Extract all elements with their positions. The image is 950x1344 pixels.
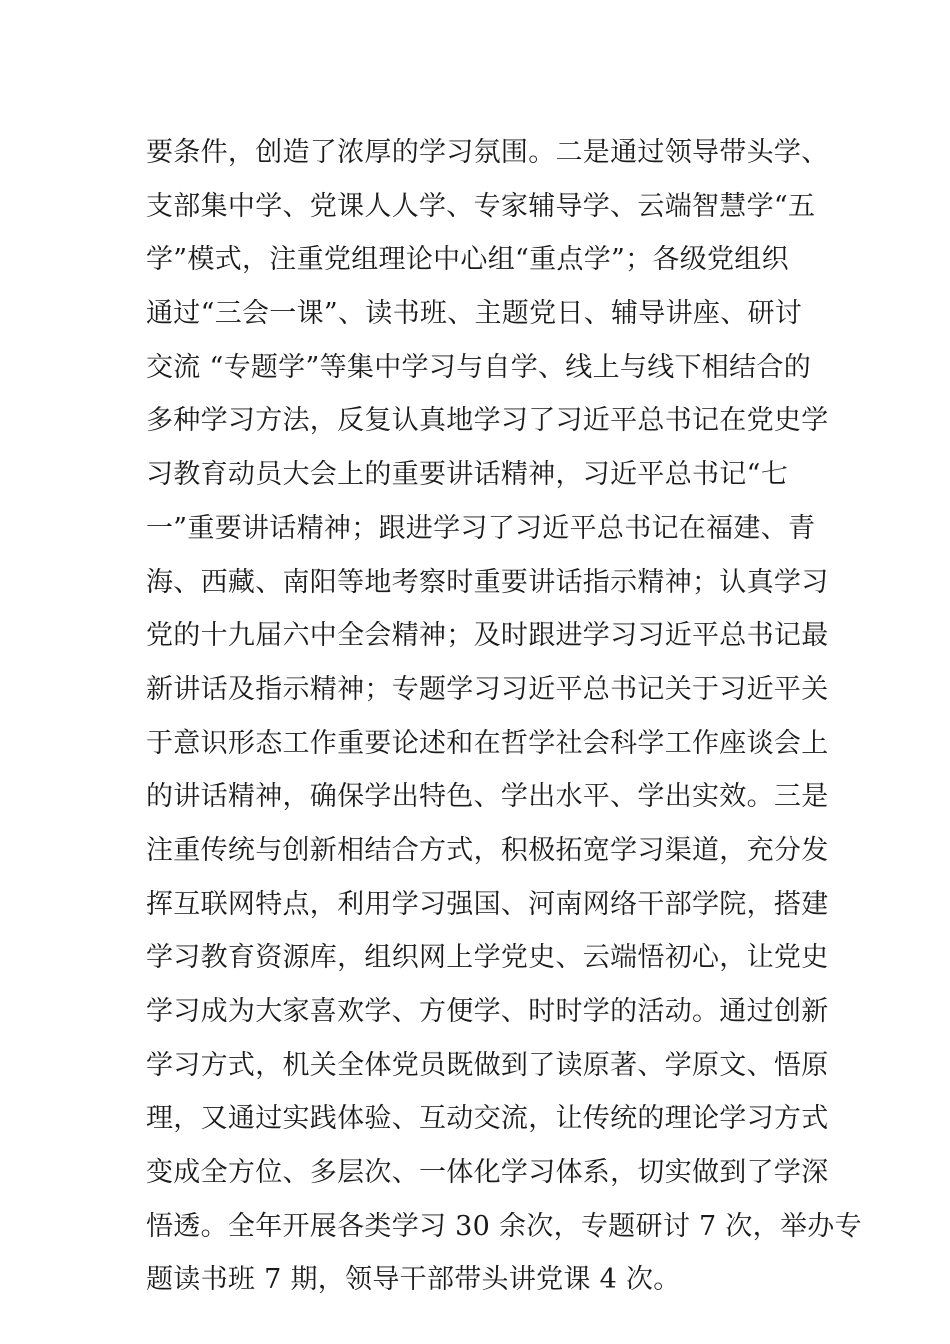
paragraph-line-17: 学习成为大家喜欢学、方便学、时时学的活动。通过创新	[146, 996, 829, 1027]
paragraph-line-15: 挥互联网特点，利用学习强国、河南网络干部学院，搭建	[146, 888, 829, 920]
paragraph-line-21: 悟透。全年开展各类学习 30 余次，专题研讨 7 次，举办专	[146, 1210, 862, 1242]
paragraph-line-9: 海、西藏、南阳等地考察时重要讲话指示精神；认真学习	[146, 566, 829, 598]
paragraph-line-7: 习教育动员大会上的重要讲话精神，习近平总书记“七	[146, 459, 789, 491]
paragraph-line-22: 题读书班 7 期，领导干部带头讲党课 4 次。	[146, 1264, 681, 1296]
paragraph-line-12: 于意识形态工作重要论述和在哲学社会科学工作座谈会上	[146, 727, 829, 759]
paragraph-line-5: 交流 “专题学”等集中学习与自学、线上与线下相结合的	[146, 351, 811, 383]
paragraph-line-8: 一”重要讲话精神；跟进学习了习近平总书记在福建、青	[146, 512, 816, 544]
paragraph-line-14: 注重传统与创新相结合方式，积极拓宽学习渠道，充分发	[146, 834, 829, 866]
paragraph-line-16: 学习教育资源库，组织网上学党史、云端悟初心，让党史	[146, 942, 829, 974]
paragraph-line-13: 的讲话精神，确保学出特色、学出水平、学出实效。三是	[146, 781, 829, 813]
paragraph-line-19: 理，又通过实践体验、互动交流，让传统的理论学习方式	[146, 1103, 829, 1135]
paragraph-line-11: 新讲话及指示精神；专题学习习近平总书记关于习近平关	[146, 673, 829, 705]
paragraph-line-18: 学习方式，机关全体党员既做到了读原著、学原文、悟原	[146, 1049, 829, 1081]
paragraph-line-10: 党的十九届六中全会精神；及时跟进学习习近平总书记最	[146, 620, 829, 652]
body-paragraph	[146, 126, 862, 1307]
paragraph-line-1: 要条件，创造了浓厚的学习氛围。二是通过领导带头学、	[146, 137, 829, 168]
paragraph-line-4: 通过“三会一课”、读书班、主题党日、辅导讲座、研讨	[146, 298, 803, 330]
paragraph-line-3: 学”模式，注重党组理论中心组“重点学”；各级党组织	[146, 244, 789, 276]
paragraph-line-6: 多种学习方法，反复认真地学习了习近平总书记在党史学	[146, 405, 829, 437]
paragraph-line-2: 支部集中学、党课人人学、专家辅导学、云端智慧学“五	[146, 190, 816, 222]
paragraph-line-20: 变成全方位、多层次、一体化学习体系，切实做到了学深	[146, 1157, 829, 1189]
